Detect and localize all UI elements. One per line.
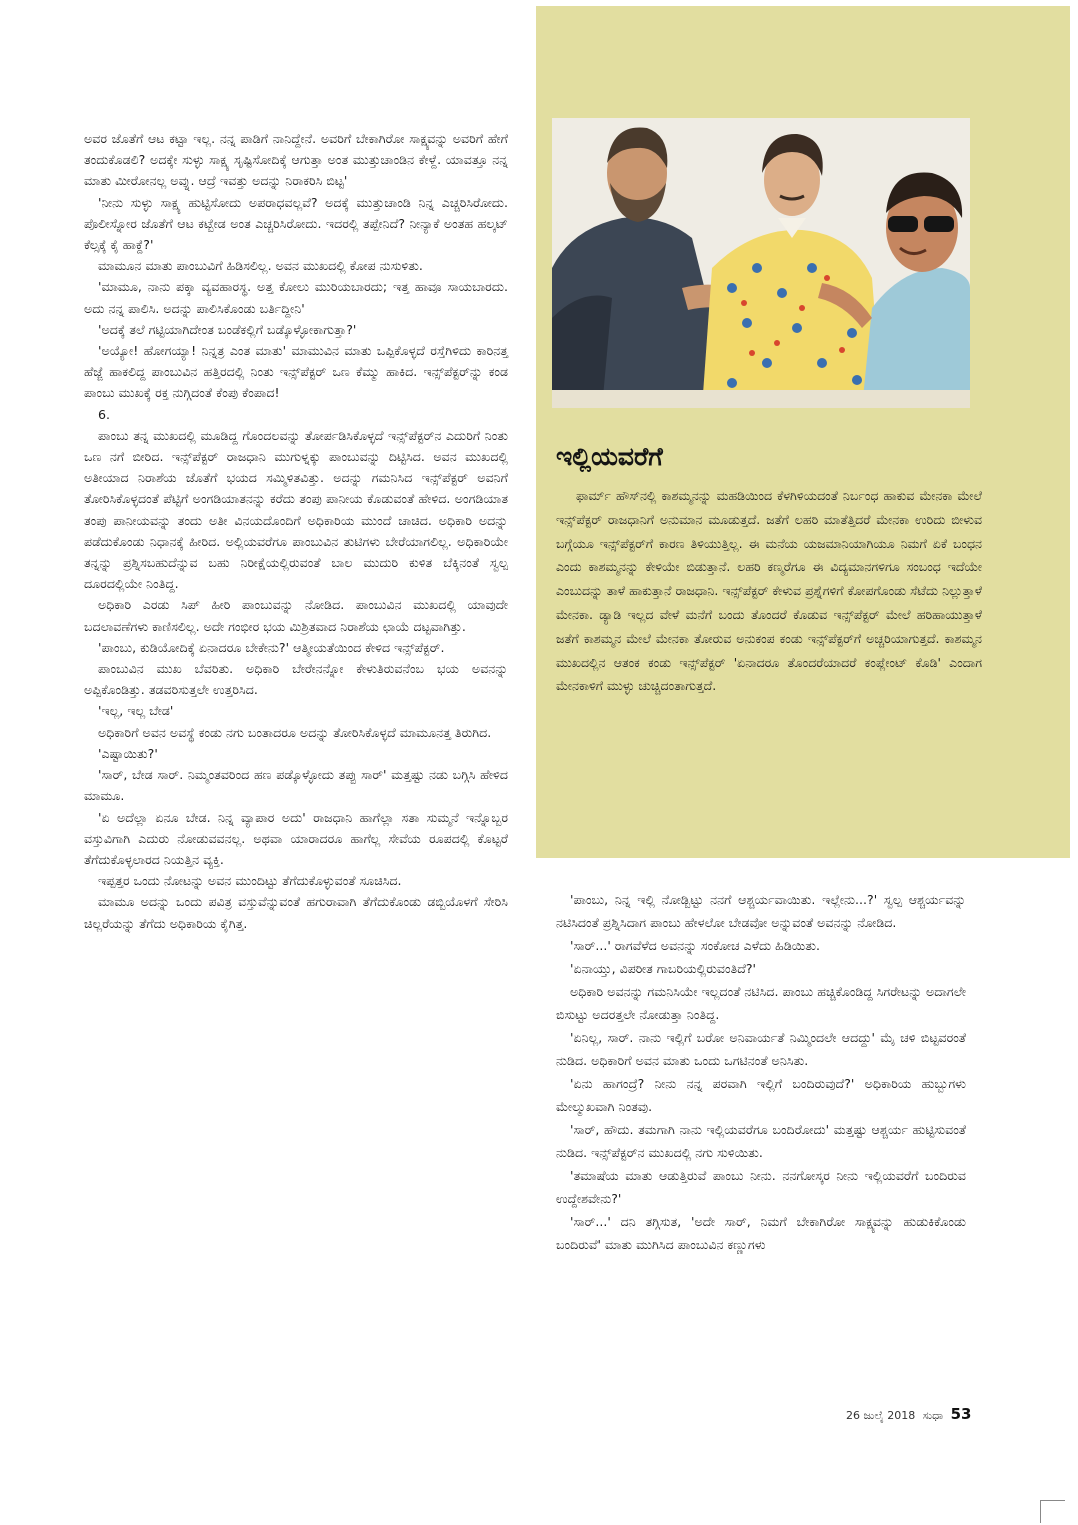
- story-paragraph: 'ಎಷ್ಟಾಯಿತು?': [98, 745, 158, 761]
- story-paragraph: 'ಇಲ್ಲ, ಇಲ್ಲ ಬೇಡ': [98, 703, 174, 719]
- story-paragraph: 'ಏನಾಯ್ತು, ವಿಪರೀತ ಗಾಬರಿಯಲ್ಲಿರುವಂತಿದೆ?': [570, 961, 756, 976]
- story-paragraph: 'ಏನು ಹಾಗಂದ್ರೆ? ನೀನು ನನ್ನ ಪರವಾಗಿ ಇಲ್ಲಿಗೆ ಬಂದಿರುವುದೆ?' ಅಧಿಕಾರಿಯ ಹುಬ್ಬುಗಳು ಮೇಲ್ಮುಖವಾಗಿ ನಿಂತವು.: [556, 1076, 966, 1114]
- story-paragraph: ಮಾಮೂ ಅದನ್ನು ಒಂದು ಪವಿತ್ರ ವಸ್ತುವೆನ್ನುವಂತೆ ಹಗುರಾವಾಗಿ ತೆಗೆದುಕೊಂಡು ಡಬ್ಬಿಯೊಳಗೆ ಸೇರಿಸಿ ಚಿಲ್ಲರೆಯನ್ನು ತೆಗೆದು ಅಧಿಕಾರಿಯ ಕೈಗಿತ್ತ.: [84, 894, 508, 931]
- chapter-number: 6.: [98, 406, 111, 422]
- story-paragraph: ಅವರ ಜೊತೆಗೆ ಆಟ ಕಟ್ಟಾ ಇಲ್ಲ. ನನ್ನ ಪಾಡಿಗೆ ನಾನಿದ್ದೇನೆ. ಅವರಿಗೆ ಬೇಕಾಗಿರೋ ಸಾಕ್ಷ್ಯವನ್ನು ಅವರಿಗೆ ಹೇಗೆ ತಂದುಕೊಡಲಿ? ಅದಕ್ಕೇ ಸುಳ್ಳು ಸಾಕ್ಷ್ಯ ಸೃಷ್ಟಿಸೋದಿಕ್ಕೆ ಆಗುತ್ತಾ ಅಂತ ಮುತ್ತುಚಾಂಡಿನ ಕೇಳ್ದೆ. ಯಾವತ್ತೂ ನನ್ನ ಮಾತು ಮೀರೋನಲ್ಲ ಅವ್ನು. ಆದ್ರೆ ಇವತ್ತು ಅದನ್ನು ನಿರಾಕರಿಸಿ ಬಿಟ್ಟ': [84, 131, 508, 189]
- story-paragraph: 'ಅದಕ್ಕೆ ತಲೆ ಗಟ್ಟಿಯಾಗಿದೇಂತ ಬಂಡೆಕಲ್ಲಿಗೆ ಬಡ್ಕೊಳ್ಳೋಕಾಗುತ್ತಾ?': [98, 321, 357, 337]
- story-paragraph: 'ತಮಾಷೆಯ ಮಾತು ಆಡುತ್ತಿರುವೆ ಪಾಂಬು ನೀನು. ನನಗೋಸ್ಕರ ನೀನು ಇಲ್ಲಿಯವರೆಗೆ ಬಂದಿರುವ ಉದ್ದೇಶವೇನು?': [556, 1168, 966, 1206]
- story-paragraph: 'ಏನಿಲ್ಲ, ಸಾರ್. ನಾನು ಇಲ್ಲಿಗೆ ಬರೋ ಅನಿವಾರ್ಯತೆ ನಿಮ್ಮಿಂದಲೇ ಆದದ್ದು' ಮೈ ಚಳಿ ಬಿಟ್ಟವರಂತೆ ನುಡಿದ. ಅಧಿಕಾರಿಗೆ ಅವನ ಮಾತು ಒಂದು ಒಗಟಿನಂತೆ ಅನಿಸಿತು.: [556, 1030, 966, 1068]
- story-paragraph: ಪಾಂಬು ತನ್ನ ಮುಖದಲ್ಲಿ ಮೂಡಿದ್ದ ಗೊಂದಲವನ್ನು ತೋರ್ಪಡಿಸಿಕೊಳ್ಳದೆ ಇನ್ಸ್‌ಪೆಕ್ಟರ್‌ನ ಎದುರಿಗೆ ನಿಂತು ಒಣ ನಗೆ ಬೀರಿದ. ಇನ್ಸ್‌ಪೆಕ್ಟರ್ ರಾಜಧಾನಿ ಮುಗುಳ್ನಕ್ಕು ಪಾಂಬುವನ್ನು ದಿಟ್ಟಿಸಿದ. ಅವನ ಮುಖದಲ್ಲಿ ಅತೀಯಾದ ನಿರಾಶೆಯ ಜೊತೆಗೆ ಭಯದ ಸಮ್ಮಿಳಿತವಿತ್ತು. ಅದನ್ನು ಗಮನಿಸಿದ ಇನ್ಸ್‌ಪೆಕ್ಟರ್ ಅವನಿಗೆ ತೋರಿಸಿಕೊಳ್ಳದಂತೆ ಪೆಟ್ಟಿಗೆ ಅಂಗಡಿಯಾತನನ್ನು ಕರೆದು ತಂಪು ಪಾನೀಯ ಕೊಡುವಂತೆ ಹೇಳಿದ. ಅಂಗಡಿಯಾತ ತಂಪು ಪಾನೀಯವನ್ನು ತಂದು ಅತೀ ವಿನಯದೊಂದಿಗೆ ಅಧಿಕಾರಿಯ ಮುಂದೆ ಚಾಚಿದ. ಅಧಿಕಾರಿ ಅದನ್ನು ಪಡೆದುಕೊಂಡು ನಿಧಾನಕ್ಕೆ ಹೀರಿದ. ಅಲ್ಲಿಯವರೆಗೂ ಪಾಂಬುವಿನ ತುಟಿಗಳು ಬೇರೆಯಾಗಲಿಲ್ಲ. ಅಧಿಕಾರಿಯೇ ತನ್ನನ್ನು ಪ್ರಶ್ನಿಸಬಹುದೆನ್ನುವ ಬಹು ನಿರೀಕ್ಷೆಯಲ್ಲಿರುವಂತೆ ಬಾಲ ಮುದುರಿ ಕುಳಿತ ಬೆಕ್ಕಿನಂತೆ ಸ್ವಲ್ಪ ದೂರದಲ್ಲಿಯೇ ನಿಂತಿದ್ದ.: [84, 427, 508, 592]
- story-paragraph: ಪಾಂಬುವಿನ ಮುಖ ಬೆವರಿತು. ಅಧಿಕಾರಿ ಬೇರೇನನ್ನೋ ಕೇಳುತಿರುವನೆಂಬ ಭಯ ಅವನನ್ನು ಅಪ್ಪಿಕೊಂಡಿತ್ತು. ತಡವರಿಸುತ್ತಲೇ ಉತ್ತರಿಸಿದ.: [84, 661, 508, 698]
- story-paragraph: 'ಪಾಂಬು, ನಿನ್ನ ಇಲ್ಲಿ ನೋಡ್ಬಿಟ್ಟು ನನಗೆ ಆಶ್ಚರ್ಯವಾಯಿತು. ಇಲ್ಲೇನು...?' ಸ್ವಲ್ಪ ಆಶ್ಚರ್ಯವನ್ನು ನಟಿಸಿದಂತೆ ಪ್ರಶ್ನಿಸಿದಾಗ ಪಾಂಬು ಹೇಳಲೋ ಬೇಡವೋ ಅನ್ನುವಂತೆ ಅವನನ್ನು ನೋಡಿದ.: [556, 892, 966, 930]
- story-paragraph: ಅಧಿಕಾರಿ ಅವನನ್ನು ಗಮನಿಸಿಯೇ ಇಲ್ಲದಂತೆ ನಟಿಸಿದ. ಪಾಂಬು ಹಚ್ಚಿಕೊಂಡಿದ್ದ ಸಿಗರೇಟನ್ನು ಅದಾಗಲೇ ಬಿಸುಟ್ಟು ಅದರತ್ತಲೇ ನೋಡುತ್ತಾ ನಿಂತಿದ್ದ.: [556, 984, 966, 1022]
- story-paragraph: 'ಸಾರ್, ಹೌದು. ತಮಗಾಗಿ ನಾನು ಇಲ್ಲಿಯವರೆಗೂ ಬಂದಿರೋದು' ಮತ್ತಷ್ಟು ಆಶ್ಚರ್ಯ ಹುಟ್ಟಿಸುವಂತೆ ನುಡಿದ. ಇನ್ಸ್‌ಪೆಕ್ಟರ್‌ನ ಮುಖದಲ್ಲಿ ನಗು ಸುಳಿಯಿತು.: [556, 1122, 966, 1160]
- story-paragraph: 'ನೀನು ಸುಳ್ಳು ಸಾಕ್ಷ್ಯ ಹುಟ್ಟಿಸೋದು ಅಪರಾಧವಲ್ಲವೆ? ಅದಕ್ಕೆ ಮುತ್ತುಚಾಂಡಿ ನಿನ್ನ ಎಚ್ಚರಿಸಿರೋದು. ಪೊಲೀಸ್ನೋರ ಜೊತೆಗೆ ಆಟ ಕಟ್ಬೇಡ ಅಂತ ಎಚ್ಚರಿಸಿರೋದು. ಇದರಲ್ಲಿ ತಪ್ಪೇನಿದೆ? ನೀನ್ಯಾಕೆ ಅಂತಹ ಹಲ್ಕಟ್ ಕೆಲ್ಸಕ್ಕೆ ಕೈ ಹಾಕ್ದೆ?': [84, 194, 508, 253]
- story-paragraph: ಅಧಿಕಾರಿಗೆ ಅವನ ಅವಸ್ಥೆ ಕಂಡು ನಗು ಬಂತಾದರೂ ಅದನ್ನು ತೋರಿಸಿಕೊಳ್ಳದೆ ಮಾಮೂನತ್ತ ತಿರುಗಿದ.: [98, 724, 492, 740]
- issue-date: 26 ಜುಲೈ 2018: [846, 1409, 916, 1422]
- crop-mark: [1040, 1500, 1065, 1523]
- story-so-far-title: ಇಲ್ಲಿಯವರೆಗೆ: [556, 442, 663, 471]
- story-paragraph: ಇಪ್ಪತ್ತರ ಒಂದು ನೋಟನ್ನು ಅವನ ಮುಂದಿಟ್ಟು ತೆಗೆದುಕೊಳ್ಳುವಂತೆ ಸೂಚಿಸಿದ.: [98, 873, 402, 889]
- three-men-painting-icon: [552, 118, 970, 408]
- left-column: [84, 128, 508, 934]
- page-number: 53: [950, 1405, 972, 1423]
- right-column: [556, 888, 966, 1256]
- story-paragraph: 'ಏ ಅದೆಲ್ಲಾ ಏನೂ ಬೇಡ. ನಿನ್ನ ವ್ಯಾಪಾರ ಅದು' ರಾಜಧಾನಿ ಹಾಗೆಲ್ಲಾ ಸತಾ ಸುಮ್ಮನೆ ಇನ್ನೊಬ್ಬರ ವಸ್ತುವಿಗಾಗಿ ಎದುರು ನೋಡುವವನಲ್ಲ. ಅಥವಾ ಯಾರಾದರೂ ಹಾಗೆಲ್ಲ ಸೇವೆಯ ರೂಪದಲ್ಲಿ ಕೊಟ್ಟರೆ ತೆಗೆದುಕೊಳ್ಳಲಾರದ ನಿಯತ್ತಿನ ವ್ಯಕ್ತಿ.: [84, 809, 508, 867]
- story-paragraph: 'ಅಯ್ಯೋ! ಹೋಗಯ್ಯಾ! ನಿನ್ನತ್ರ ಎಂತ ಮಾತು' ಮಾಮುವಿನ ಮಾತು ಒಪ್ಪಿಕೊಳ್ಳದೆ ರಸ್ತೆಗಿಳಿದು ಕಾರಿನತ್ತ ಹೆಜ್ಜೆ ಹಾಕಲಿದ್ದ ಪಾಂಬುವಿನ ಹತ್ತಿರದಲ್ಲಿ ನಿಂತು ಇನ್ಸ್‌ಪೆಕ್ಟರ್ ಒಣ ಕೆಮ್ಮು ಹಾಕಿದ. ಇನ್ಸ್‌ಪೆಕ್ಟರ್‌ನ್ನು ಕಂಡ ಪಾಂಬು ಮುಖಕ್ಕೆ ರಕ್ತ ನುಗ್ಗಿದಂತೆ ಕೆಂಪು ಕೆಂಪಾದ!: [84, 343, 508, 401]
- story-paragraph: ಅಧಿಕಾರಿ ಎರಡು ಸಿಪ್ ಹೀರಿ ಪಾಂಬುವನ್ನು ನೋಡಿದ. ಪಾಂಬುವಿನ ಮುಖದಲ್ಲಿ ಯಾವುದೇ ಬದಲಾವಣೆಗಳು ಕಾಣಿಸಲಿಲ್ಲ. ಅದೇ ಗಂಭೀರ ಭಯ ಮಿಶ್ರಿತವಾದ ನಿರಾಶೆಯ ಛಾಯೆ ದಟ್ಟವಾಗಿತ್ತು.: [84, 597, 508, 634]
- story-paragraph: 'ಮಾಮೂ, ನಾನು ಪಕ್ಕಾ ವ್ಯವಹಾರಸ್ಥ. ಅತ್ತ ಕೋಲು ಮುರಿಯಬಾರದು; ಇತ್ತ ಹಾವೂ ಸಾಯಬಾರದು. ಅದು ನನ್ನ ಪಾಲಿಸಿ. ಅದನ್ನು ಪಾಲಿಸಿಕೊಂಡು ಬರ್ತಿದ್ದೀನಿ': [84, 279, 508, 316]
- story-paragraph: 'ಪಾಂಬು, ಕುಡಿಯೋದಿಕ್ಕೆ ಏನಾದರೂ ಬೇಕೇನು?' ಆತ್ಮೀಯತೆಯಿಂದ ಕೇಳಿದ ಇನ್ಸ್‌ಪೆಕ್ಟರ್.: [98, 639, 445, 655]
- story-paragraph: 'ಸಾರ್...' ರಾಗವೆಳೆದ ಅವನನ್ನು ಸಂಕೋಚ ಎಳೆದು ಹಿಡಿಯಿತು.: [570, 938, 820, 953]
- story-paragraph: ಮಾಮೂನ ಮಾತು ಪಾಂಬುವಿಗೆ ಹಿಡಿಸಲಿಲ್ಲ. ಅವನ ಮುಖದಲ್ಲಿ ಕೋಪ ನುಸುಳಿತು.: [98, 258, 423, 274]
- magazine-name: ಸುಧಾ: [922, 1409, 944, 1422]
- story-paragraph: 'ಸಾರ್, ಬೇಡ ಸಾರ್. ನಿಮ್ಮಂತವರಿಂದ ಹಣ ಪಡ್ಕೊಳ್ಳೋದು ತಪ್ಪು ಸಾರ್' ಮತ್ತಷ್ಟು ನಡು ಬಗ್ಗಿಸಿ ಹೇಳಿದ ಮಾಮೂ.: [84, 767, 508, 804]
- story-paragraph: 'ಸಾರ್...' ದನಿ ತಗ್ಗಿಸುತ, 'ಅದೇ ಸಾರ್, ನಿಮಗೆ ಬೇಕಾಗಿರೋ ಸಾಕ್ಷ್ಯವನ್ನು ಹುಡುಕಿಕೊಂಡು ಬಂದಿರುವೆ' ಮಾತು ಮುಗಿಸಿದ ಪಾಂಬುವಿನ ಕಣ್ಣುಗಳು: [556, 1214, 966, 1252]
- story-so-far-summary: ಫಾರ್ಮ್ ಹೌಸ್‌ನಲ್ಲಿ ಕಾಶಮ್ಮನನ್ನು ಮಹಡಿಯಿಂದ ಕೆಳಗಿಳಿಯದಂತೆ ನಿರ್ಬಂಧ ಹಾಕುವ ಮೇನಕಾ ಮೇಲೆ ಇನ್ಸ್‌ಪೆಕ್ಟರ್ ರಾಜಧಾನಿಗೆ ಅನುಮಾನ ಮೂಡುತ್ತದೆ. ಜತೆಗೆ ಲಹರಿ ಮಾತೆತ್ತಿದರೆ ಮೇನಕಾ ಉರಿದು ಬೀಳುವ ಬಗ್ಗೆಯೂ ಇನ್ಸ್‌ಪೆಕ್ಟರ್‌ಗೆ ಕಾರಣ ತಿಳಿಯುತ್ತಿಲ್ಲ. ಈ ಮನೆಯ ಯಜಮಾನಿಯಾಗಿಯೂ ನಿಮಗೆ ಏಕೆ ಬಂಧನ ಎಂದು ಕಾಶಮ್ಮನನ್ನು ಕೇಳಿಯೇ ಬಿಡುತ್ತಾನೆ. ಲಹರಿ ಕಣ್ಮರೆಗೂ ಈ ವಿದ್ಯಮಾನಗಳಿಗೂ ಸಂಬಂಧ ಇದೆಯೇ ಎಂಬುದನ್ನು ತಾಳೆ ಹಾಕುತ್ತಾನೆ ರಾಜಧಾನಿ. ಇನ್ಸ್‌ಪೆಕ್ಟರ್ ಕೇಳುವ ಪ್ರಶ್ನೆಗಳಿಗೆ ಕೋಪಗೊಂಡು ಸೆಟೆದು ನಿಲ್ಲುತ್ತಾಳೆ ಮೇನಕಾ. ಡ್ಯಾಡಿ ಇಲ್ಲದ ವೇಳೆ ಮನೆಗೆ ಬಂದು ತೊಂದರೆ ಕೊಡುವ ಇನ್ಸ್‌ಪೆಕ್ಟರ್ ಮೇಲೆ ಹರಿಹಾಯುತ್ತಾಳೆ ಜತೆಗೆ ಕಾಶಮ್ಮನ ಮೇಲೆ ಮೇನಕಾ ತೋರುವ ಅನುಕಂಪ ಕಂಡು ಇನ್ಸ್‌ಪೆಕ್ಟರ್‌ಗೆ ಅಚ್ಚರಿಯಾಗುತ್ತದೆ. ಕಾಶಮ್ಮನ ಮುಖದಲ್ಲಿನ ಆತಂಕ ಕಂಡು ಇನ್ಸ್‌ಪೆಕ್ಟರ್ 'ಏನಾದರೂ ತೊಂದರೆಯಾದರೆ ಕಂಪ್ಲೇಂಟ್ ಕೊಡಿ' ಎಂದಾಗ ಮೇನಕಾಳಿಗೆ ಮುಳ್ಳು ಚುಚ್ಚಿದಂತಾಗುತ್ತದೆ.: [556, 488, 982, 694]
- page-footer: [846, 1405, 972, 1423]
